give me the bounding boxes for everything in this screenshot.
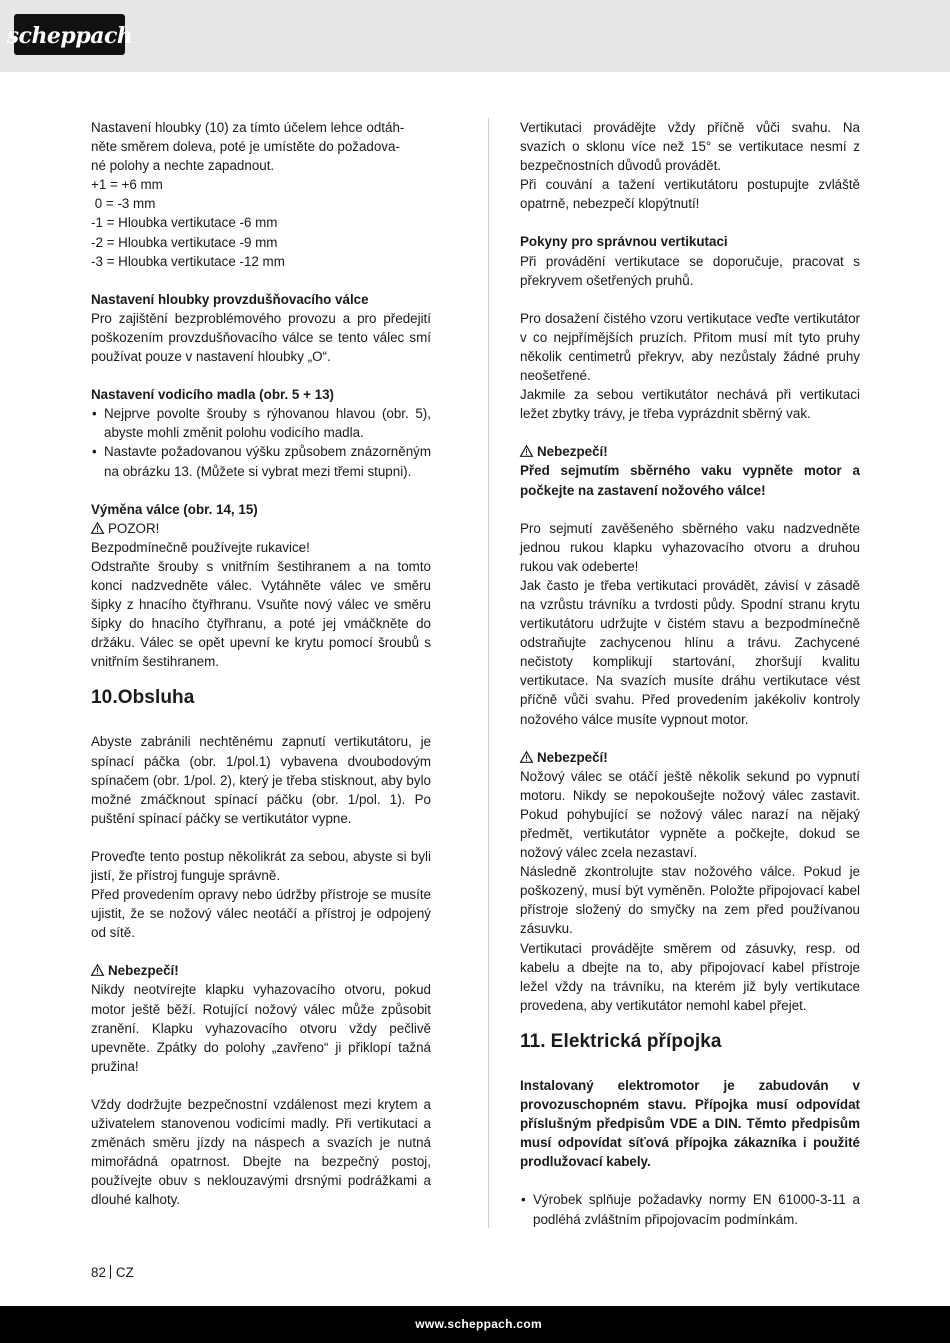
depth-setting: 0 = -3 mm [91, 196, 156, 212]
electrical-paragraph: Instalovaný elektromotor je zabudován v provozuschopném stavu. Přípojka musí odpovídat příslušným předpisům VDE a DIN. Těmto předpisům musí odpovídat síťová přípojka zákazníka i použité prodlužovací kabely. [520, 1077, 860, 1170]
operation-paragraph: Proveďte tento postup několikrát za sebou, abyste si byli jistí, že přístroj funguje správně. [91, 848, 431, 883]
handle-heading: Nastavení vodicího madla (obr. 5 + 13) [91, 387, 334, 403]
slope-paragraph: Při couvání a tažení vertikutátoru postupujte zvláště opatrně, nebezpečí klopýtnutí! [520, 177, 860, 212]
page-number [91, 1265, 134, 1280]
electrical-list [520, 1190, 860, 1228]
list-item: • Nastavte požadovanou výšku způsobem znázorněným na obrázku 13. (Můžete si vybrat mezi třemi stupni). [91, 442, 431, 480]
danger-heading [520, 442, 860, 461]
right-column [520, 118, 860, 1229]
page-language: CZ [115, 1265, 134, 1280]
roller-heading: Výměna válce (obr. 14, 15) [91, 501, 258, 517]
danger-heading [520, 748, 860, 767]
depth-intro-line: něte směrem doleva, poté je umístěte do požadova- [91, 139, 400, 155]
footer-url[interactable]: www.scheppach.com [415, 1317, 542, 1331]
operation-paragraph: Před provedením opravy nebo údržby přístroje se musíte ujistit, že se nožový válec neotáčí a přístroj je odpojený od sítě. [91, 887, 431, 941]
page-number-separator [110, 1265, 111, 1279]
section-heading-electrical [520, 1029, 860, 1055]
operation-paragraph: Vždy dodržujte bezpečnostní vzdálenost mezi krytem a uživatelem stanovenou vodicími madly. Při vertikutaci a změnách směru jízdy na náspech a svazích je nutná mimořádná opatrnost. Dbejte na bezpečný postoj, používejte obuv s neklouzavými drsnými podrážkami a dlouhé kalhoty. [91, 1096, 431, 1208]
gloves-line: Bezpodmínečně používejte rukavice! [91, 539, 310, 555]
header-bar [0, 0, 950, 72]
depth-setting: -3 = Hloubka vertikutace -12 mm [91, 253, 285, 269]
depth-setting: -1 = Hloubka vertikutace -6 mm [91, 215, 278, 231]
danger-heading [91, 961, 431, 980]
depth-intro-line: Nastavení hloubky (10) za tímto účelem lehce odtáh- [91, 120, 405, 135]
left-column [91, 118, 431, 1210]
tips-paragraph: Jakmile za sebou vertikutátor nechává při vertikutaci ležet zbytky trávy, je třeba vyprázdnit sběrný vak. [520, 387, 860, 422]
caution-text: POZOR! [108, 520, 160, 536]
depth-intro-line: né polohy a nechte zapadnout. [91, 158, 275, 174]
section-heading-operation [91, 685, 431, 711]
svg-text:scheppach: scheppach [6, 23, 133, 49]
warning-icon [520, 751, 533, 763]
section-title: Elektrická přípojka [550, 1030, 722, 1052]
column-divider [488, 118, 489, 1228]
list-item: • Nejprve povolte šrouby s rýhovanou hlavou (obr. 5), abyste mohli změnit polohu vodicího madla. [91, 404, 431, 442]
slope-paragraph: Vertikutaci provádějte vždy příčně vůči svahu. Na svazích o sklonu více než 15° se vertikutace nesmí z bezpečnostních důvodů provádět. [520, 120, 860, 174]
tips-heading: Pokyny pro správnou vertikutaci [520, 234, 728, 250]
warning-icon [91, 964, 104, 976]
tips-paragraph: Při provádění vertikutace se doporučuje, pracovat s překryvem ošetřených pruhů. [520, 253, 860, 288]
bag-paragraph: Pro sejmutí zavěšeného sběrného vaku nadzvedněte jednou rukou klapku vyhazovacího otvoru a druhou rukou vak odeberte! [520, 520, 860, 574]
section-number: 10. [91, 687, 118, 709]
aerator-paragraph: Pro zajištění bezproblémového provozu a pro předejití poškozením provzdušňovacího válce se tento válec smí používat pouze v nastavení hloubky „O“. [91, 310, 431, 365]
depth-setting: -2 = Hloubka vertikutace -9 mm [91, 234, 278, 250]
scheppach-logo [6, 14, 133, 55]
frequency-paragraph: Jak často je třeba vertikutaci provádět, závisí v zásadě na vzrůstu trávníku a tvrdosti půdy. Spodní stranu krytu vertikutátoru udržujte v čistém stavu a bezpodmínečně odstraňujte zachycenou hlínu a trávu. Zachycené nečistoty komplikují startování, zhoršují kvalitu vertikutace. Na svazích musíte dráhu vertikutace vést příčně vůči svahu. Před provedením jakékoliv kontroly nožového válce musíte vypnout motor. [520, 577, 860, 727]
list-item: • Výrobek splňuje požadavky normy EN 61000-3-11 a podléhá zvláštním připojovacím podmínkám. [520, 1190, 860, 1228]
danger-paragraph: Vertikutaci provádějte směrem od zásuvky, resp. od kabelu a dbejte na to, aby připojovací kabel přístroje ležel vždy na trávníku, na kterém již byly vertikutace provedena, aby vertikutátor nemohl kabel přejet. [520, 940, 860, 1013]
danger-paragraph: Následně zkontrolujte stav nožového válce. Pokud je poškozený, musí být vyměněn. Položte připojovací kabel přístroje složený do smyčky na zem před používanou zásuvku. [520, 864, 860, 937]
depth-setting: +1 = +6 mm [91, 177, 163, 193]
handle-list [91, 404, 431, 480]
caution-line [91, 519, 431, 538]
section-title: Obsluha [117, 687, 195, 709]
roller-paragraph: Odstraňte šrouby s vnitřním šestihranem a na tomto konci nadzvedněte válec. Vytáhněte válec ve směru šipky z hnacího čtyřhranu. Vsuňte nový válec ve směru šipky do hnacího čtyřhranu, a poté jej vmáčkněte do držáku. Válec se opět upevní ke krytu pomocí šroubů s vnitřním šestihranem. [91, 558, 431, 670]
danger-text: Nebezpečí! [537, 444, 608, 460]
section-number: 11. [520, 1030, 546, 1052]
danger-paragraph: Nikdy neotvírejte klapku vyhazovacího otvoru, pokud motor ještě běží. Rotující nožový válec může způsobit zranění. Klapku vyhazovacího otvoru vždy pečlivě upevněte. Zpátky do polohy „zavřeno“ ji přiklopí tažná pružina! [91, 982, 431, 1074]
danger-paragraph: Před sejmutím sběrného vaku vypněte motor a počkejte na zastavení nožového válce! [520, 463, 860, 498]
tips-paragraph: Pro dosažení čistého vzoru vertikutace veďte vertikutátor v co nejpřímějších pruzích. Přitom musí mít tyto pruhy několik centimetrů překryv, aby nezůstaly žádné pruhy neošetřené. [520, 310, 860, 384]
page-number-value: 82 [91, 1265, 106, 1280]
warning-icon [91, 522, 104, 534]
warning-icon [520, 445, 533, 457]
operation-paragraph: Abyste zabránili nechtěnému zapnutí vertikutátoru, je spínací páčka (obr. 1/pol.1) vybavena dvoubodovým spínačem (obr. 1/pol. 2), který je třeba stisknout, aby bylo možné zmáčknout spínací páčku (obr. 1/pol. 1). Po puštění spínací páčky se vertikutátor vypne. [91, 734, 431, 826]
danger-text: Nebezpečí! [108, 963, 179, 979]
footer-bar [0, 1306, 950, 1343]
aerator-heading: Nastavení hloubky provzdušňovacího válce [91, 291, 369, 307]
danger-text: Nebezpečí! [537, 749, 608, 765]
danger-paragraph: Nožový válec se otáčí ještě několik sekund po vypnutí motoru. Nikdy se nepokoušejte nožový válec zastavit. Pokud pohybující se nožový válec narazí na nějaký předmět, vertikutátor vypněte a počkejte, dokud se nožový válec zcela nezastaví. [520, 768, 860, 861]
